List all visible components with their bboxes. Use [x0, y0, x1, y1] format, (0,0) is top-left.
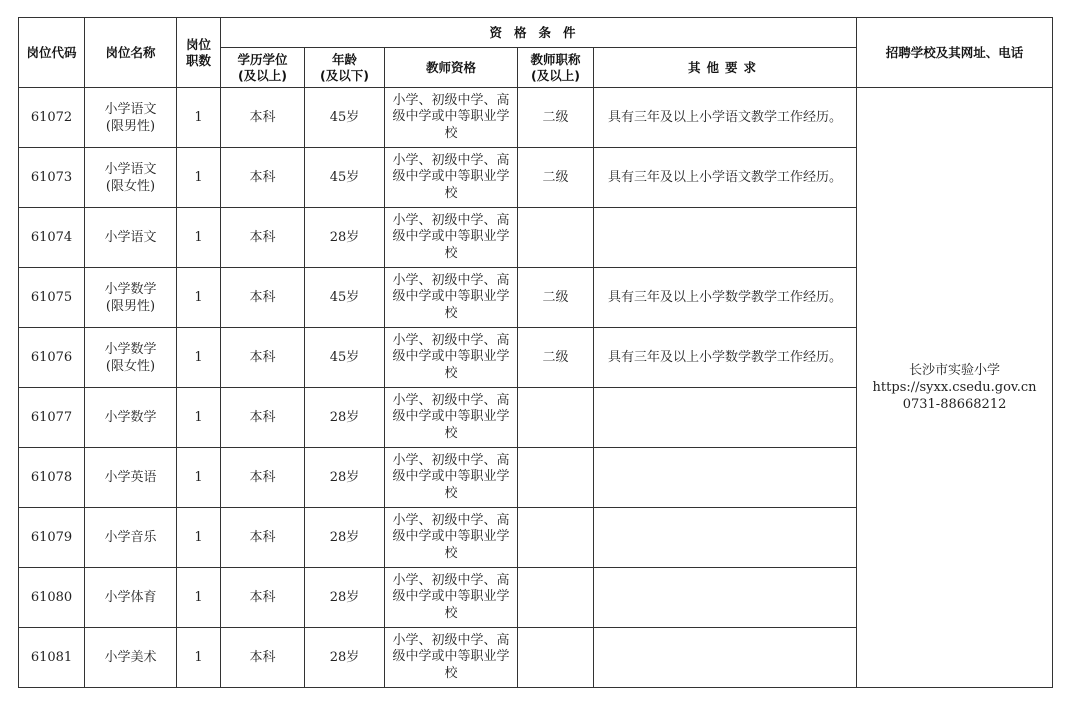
- cell-count: 1: [177, 328, 221, 388]
- cell-qualification: 小学、初级中学、高级中学或中等职业学校: [385, 448, 518, 508]
- school-info-cell: [857, 88, 1053, 688]
- cell-count: 1: [177, 268, 221, 328]
- table-header: [19, 18, 1053, 88]
- cell-count: 1: [177, 388, 221, 448]
- cell-education: 本科: [221, 388, 305, 448]
- cell-education: 本科: [221, 148, 305, 208]
- cell-education: 本科: [221, 568, 305, 628]
- cell-qualification: 小学、初级中学、高级中学或中等职业学校: [385, 508, 518, 568]
- cell-name: [85, 148, 177, 208]
- header-school-info: 招聘学校及其网址、电话: [857, 18, 1053, 88]
- cell-name-line1: 小学数学: [104, 341, 157, 357]
- cell-qualification: 小学、初级中学、高级中学或中等职业学校: [385, 628, 518, 688]
- header-education-line1: 学历学位: [237, 51, 288, 67]
- header-count: [177, 18, 221, 88]
- cell-name-line2: (限女性): [105, 358, 156, 374]
- cell-name-line2: (限男性): [105, 118, 156, 134]
- cell-age: 28岁: [305, 628, 385, 688]
- cell-name: [85, 448, 177, 508]
- cell-name-line1: 小学体育: [104, 590, 157, 605]
- cell-education: 本科: [221, 628, 305, 688]
- cell-title: [518, 448, 594, 508]
- cell-qualification: 小学、初级中学、高级中学或中等职业学校: [385, 568, 518, 628]
- cell-education: 本科: [221, 448, 305, 508]
- cell-name: [85, 628, 177, 688]
- table-body: [19, 88, 1053, 688]
- cell-age: 45岁: [305, 268, 385, 328]
- cell-title: 二级: [518, 328, 594, 388]
- cell-age: 45岁: [305, 328, 385, 388]
- header-age-line1: 年龄: [331, 51, 357, 67]
- cell-name-line1: 小学语文: [104, 161, 157, 177]
- cell-name-line1: 小学美术: [104, 650, 157, 665]
- cell-count: 1: [177, 148, 221, 208]
- cell-other: [594, 508, 857, 568]
- cell-count: 1: [177, 628, 221, 688]
- header-age: [305, 48, 385, 88]
- cell-qualification: 小学、初级中学、高级中学或中等职业学校: [385, 388, 518, 448]
- table-row: [19, 88, 1053, 148]
- cell-qualification: 小学、初级中学、高级中学或中等职业学校: [385, 148, 518, 208]
- cell-age: 28岁: [305, 508, 385, 568]
- cell-code: 61080: [19, 568, 85, 628]
- cell-other: 具有三年及以上小学语文教学工作经历。: [594, 148, 857, 208]
- cell-name: [85, 328, 177, 388]
- cell-name: [85, 568, 177, 628]
- header-title-line1: 教师职称: [530, 51, 581, 67]
- cell-qualification: 小学、初级中学、高级中学或中等职业学校: [385, 328, 518, 388]
- cell-title: 二级: [518, 268, 594, 328]
- cell-count: 1: [177, 88, 221, 148]
- cell-code: 61076: [19, 328, 85, 388]
- cell-title: [518, 388, 594, 448]
- cell-title: 二级: [518, 88, 594, 148]
- cell-name-line1: 小学音乐: [104, 530, 157, 545]
- cell-count: 1: [177, 568, 221, 628]
- cell-name-line2: (限女性): [105, 178, 156, 194]
- cell-other: [594, 628, 857, 688]
- cell-code: 61081: [19, 628, 85, 688]
- cell-code: 61073: [19, 148, 85, 208]
- header-qualifications-group: 资格条件: [221, 18, 857, 48]
- cell-name-line2: (限男性): [105, 298, 156, 314]
- cell-name: [85, 208, 177, 268]
- cell-education: 本科: [221, 88, 305, 148]
- header-age-line2: (及以下): [320, 67, 369, 83]
- cell-name-line1: 小学数学: [104, 410, 157, 425]
- recruitment-table: [18, 17, 1053, 688]
- header-teacher-qualification: 教师资格: [385, 48, 518, 88]
- cell-name-line1: 小学数学: [104, 281, 157, 297]
- header-education: [221, 48, 305, 88]
- cell-qualification: 小学、初级中学、高级中学或中等职业学校: [385, 268, 518, 328]
- cell-code: 61074: [19, 208, 85, 268]
- cell-age: 28岁: [305, 568, 385, 628]
- cell-name: [85, 88, 177, 148]
- cell-age: 28岁: [305, 208, 385, 268]
- header-code: 岗位代码: [19, 18, 85, 88]
- cell-name-line1: 小学语文: [104, 101, 157, 117]
- cell-other: [594, 568, 857, 628]
- cell-title: [518, 628, 594, 688]
- cell-age: 28岁: [305, 388, 385, 448]
- cell-name: [85, 508, 177, 568]
- cell-name-line1: 小学语文: [104, 230, 157, 245]
- cell-count: 1: [177, 208, 221, 268]
- cell-code: 61077: [19, 388, 85, 448]
- cell-other: 具有三年及以上小学数学教学工作经历。: [594, 268, 857, 328]
- cell-other: 具有三年及以上小学语文教学工作经历。: [594, 88, 857, 148]
- cell-other: 具有三年及以上小学数学教学工作经历。: [594, 328, 857, 388]
- cell-count: 1: [177, 508, 221, 568]
- header-name: 岗位名称: [85, 18, 177, 88]
- school-url: https://syxx.csedu.gov.cn: [872, 380, 1037, 395]
- cell-name: [85, 388, 177, 448]
- header-title: [518, 48, 594, 88]
- cell-other: [594, 448, 857, 508]
- header-title-line2: (及以上): [531, 67, 580, 83]
- cell-title: [518, 568, 594, 628]
- cell-title: 二级: [518, 148, 594, 208]
- cell-title: [518, 208, 594, 268]
- cell-code: 61072: [19, 88, 85, 148]
- cell-other: [594, 208, 857, 268]
- cell-age: 45岁: [305, 148, 385, 208]
- cell-other: [594, 388, 857, 448]
- cell-code: 61075: [19, 268, 85, 328]
- cell-education: 本科: [221, 508, 305, 568]
- school-phone: 0731-88668212: [902, 397, 1007, 412]
- cell-education: 本科: [221, 208, 305, 268]
- header-count-line1: 岗位: [185, 36, 211, 52]
- cell-education: 本科: [221, 268, 305, 328]
- cell-title: [518, 508, 594, 568]
- cell-count: 1: [177, 448, 221, 508]
- school-name: 长沙市实验小学: [909, 363, 1001, 378]
- cell-qualification: 小学、初级中学、高级中学或中等职业学校: [385, 208, 518, 268]
- cell-code: 61078: [19, 448, 85, 508]
- cell-age: 45岁: [305, 88, 385, 148]
- header-education-line2: (及以上): [238, 67, 287, 83]
- cell-qualification: 小学、初级中学、高级中学或中等职业学校: [385, 88, 518, 148]
- cell-age: 28岁: [305, 448, 385, 508]
- cell-code: 61079: [19, 508, 85, 568]
- cell-name-line1: 小学英语: [104, 470, 157, 485]
- cell-education: 本科: [221, 328, 305, 388]
- header-count-line2: 职数: [185, 52, 211, 68]
- header-other-requirements: 其他要求: [594, 48, 857, 88]
- cell-name: [85, 268, 177, 328]
